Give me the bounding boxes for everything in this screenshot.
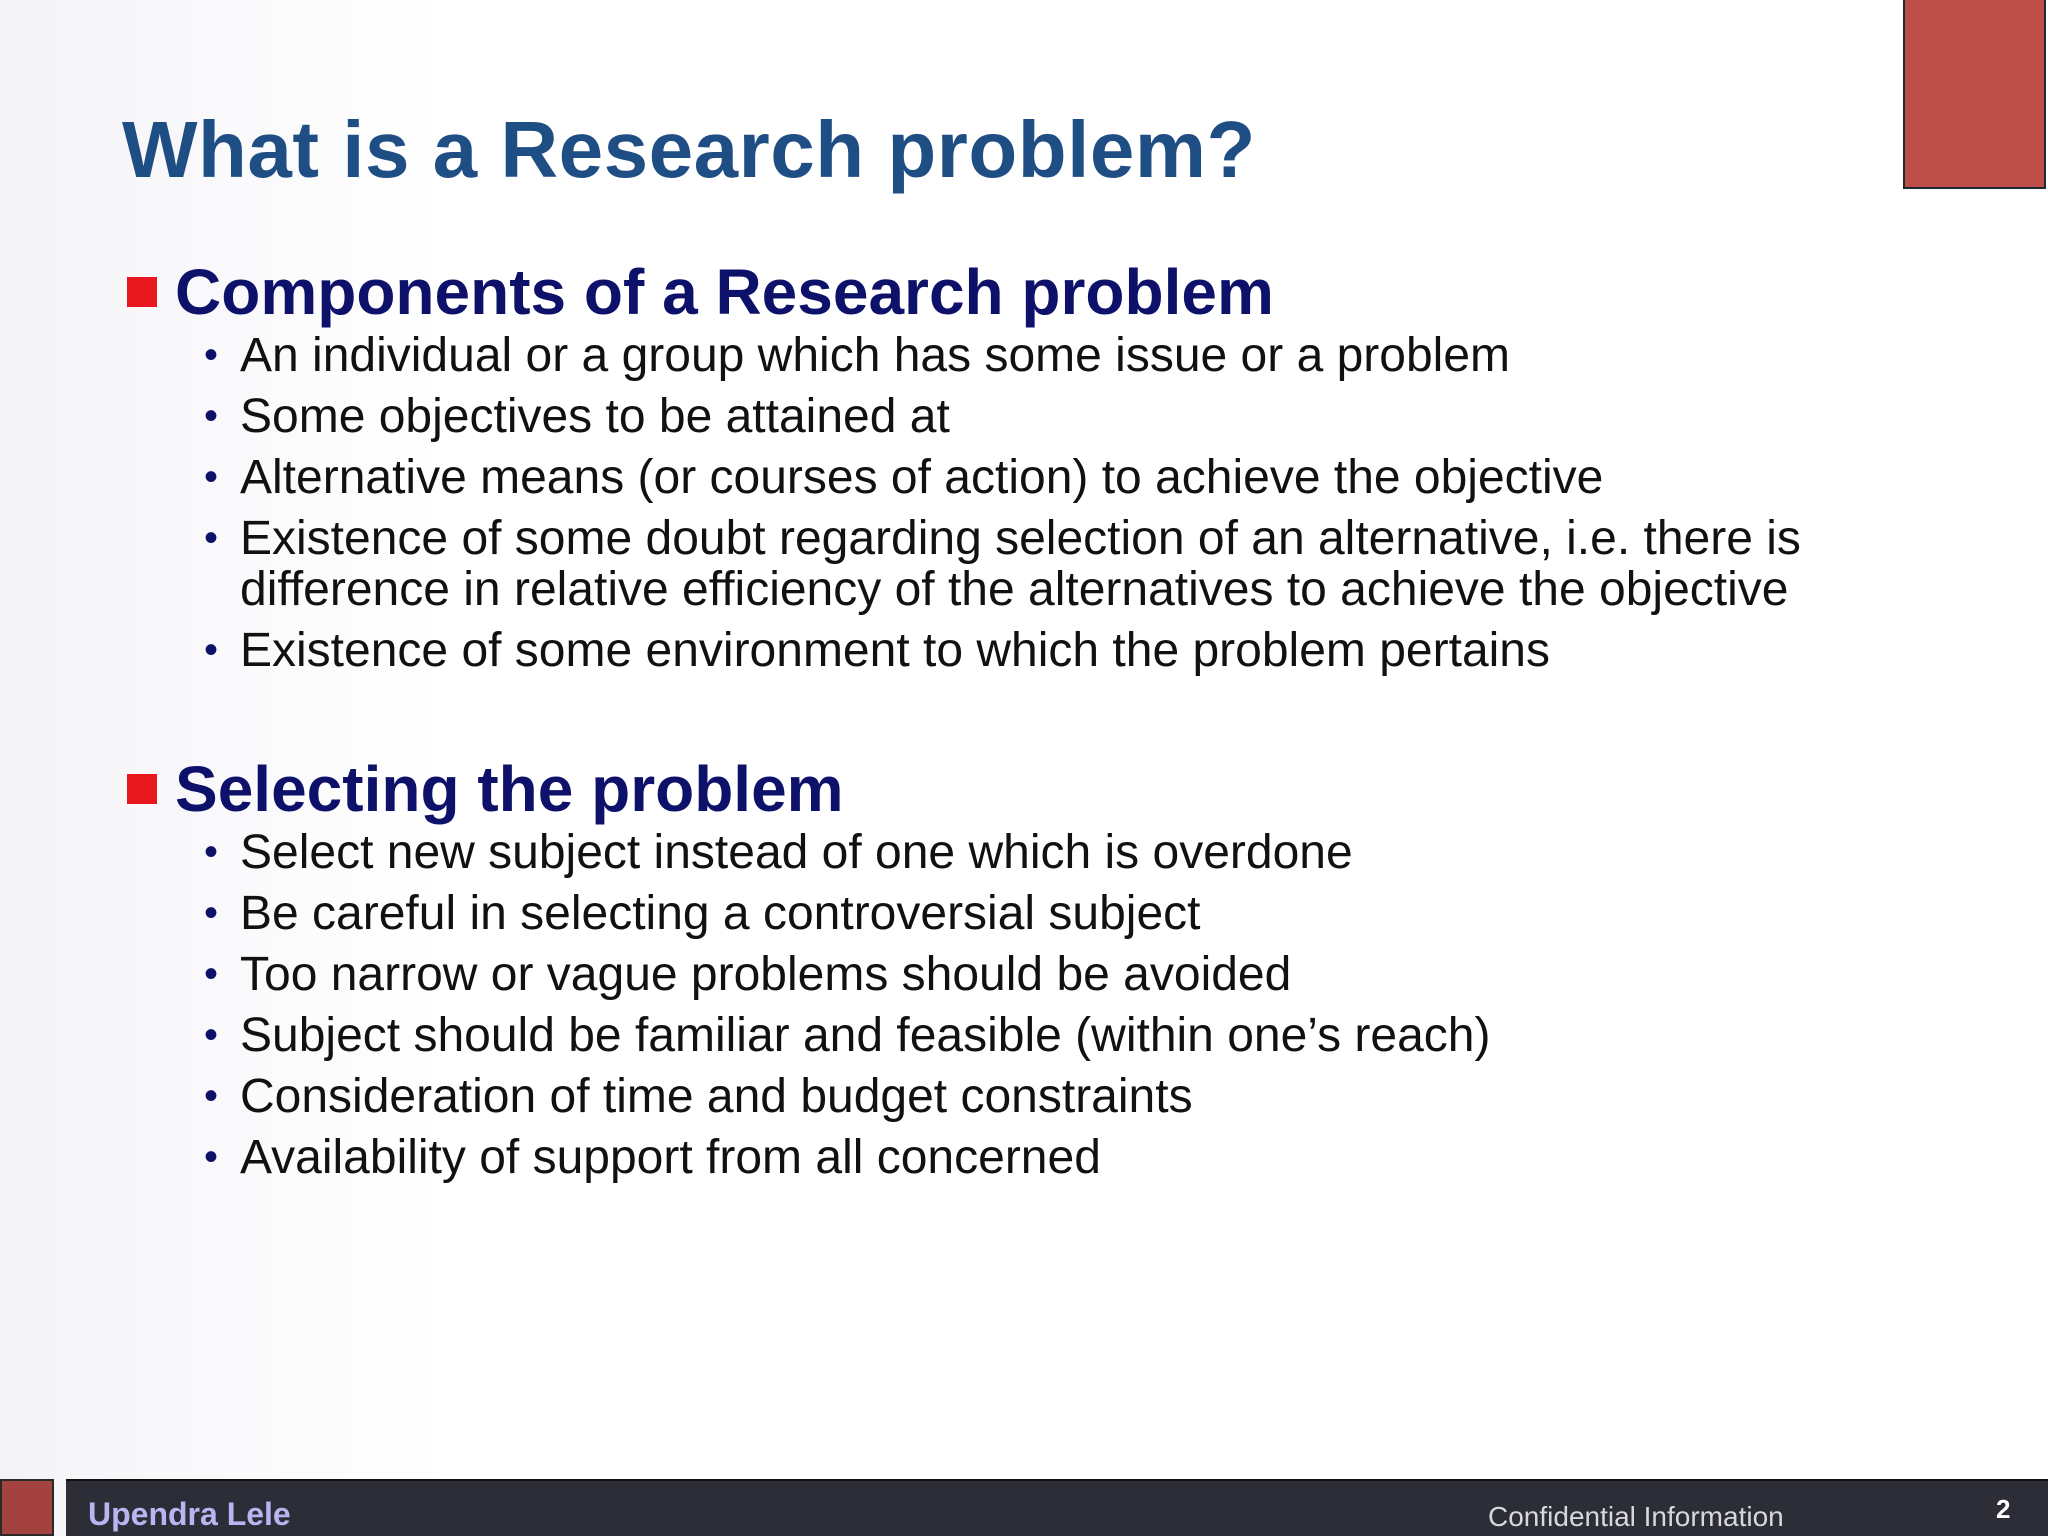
- corner-decoration: [1903, 0, 2046, 189]
- bullet-dot-icon: •: [204, 455, 219, 499]
- list-item: [122, 1071, 1922, 1122]
- square-bullet-icon: [127, 277, 157, 307]
- list-item-text: An individual or a group which has some issue or a problem: [240, 329, 1511, 382]
- section-heading: [122, 751, 1922, 827]
- list-item-text: Availability of support from all concerned: [240, 1131, 1101, 1184]
- list-item: [122, 827, 1922, 878]
- list-item-text: Consideration of time and budget constraints: [240, 1070, 1193, 1123]
- section-selecting: [122, 751, 1922, 1193]
- list-item: [122, 452, 1922, 503]
- section-components: [122, 254, 1922, 686]
- list-item: [122, 330, 1922, 381]
- list-item-text: Too narrow or vague problems should be avoided: [240, 948, 1292, 1001]
- bullet-dot-icon: •: [204, 830, 219, 874]
- bullet-dot-icon: •: [204, 394, 219, 438]
- list-item: [122, 625, 1922, 676]
- section-heading: [122, 254, 1922, 330]
- section-heading-text: Components of a Research problem: [175, 256, 1274, 328]
- bullet-dot-icon: •: [204, 1135, 219, 1179]
- bullet-list: [122, 330, 1922, 676]
- page-number: 2: [1996, 1494, 2011, 1524]
- list-item: [122, 513, 1922, 615]
- bullet-list: [122, 827, 1922, 1183]
- list-item: [122, 391, 1922, 442]
- list-item: [122, 888, 1922, 939]
- bullet-dot-icon: •: [204, 1074, 219, 1118]
- list-item-text: Be careful in selecting a controversial subject: [240, 887, 1201, 940]
- list-item-text: Select new subject instead of one which is overdone: [240, 826, 1353, 879]
- footer-square-decoration: [0, 1479, 54, 1536]
- footer-author: Upendra Lele: [88, 1496, 291, 1532]
- list-item-text: Some objectives to be attained at: [240, 390, 950, 443]
- bullet-dot-icon: •: [204, 516, 219, 560]
- list-item-text: Existence of some doubt regarding selection of an alternative, i.e. there is difference in relative efficiency of the alternatives to achieve the objective: [240, 512, 1801, 616]
- list-item: [122, 1010, 1922, 1061]
- section-heading-text: Selecting the problem: [175, 753, 844, 825]
- square-bullet-icon: [127, 774, 157, 804]
- bullet-dot-icon: •: [204, 333, 219, 377]
- slide-title: What is a Research problem?: [122, 105, 1256, 194]
- footer-confidential-label: Confidential Information: [1488, 1501, 1784, 1532]
- list-item: [122, 1132, 1922, 1183]
- list-item-text: Existence of some environment to which the problem pertains: [240, 624, 1550, 677]
- bullet-dot-icon: •: [204, 891, 219, 935]
- bullet-dot-icon: •: [204, 952, 219, 996]
- bullet-dot-icon: •: [204, 628, 219, 672]
- bullet-dot-icon: •: [204, 1013, 219, 1057]
- list-item: [122, 949, 1922, 1000]
- list-item-text: Alternative means (or courses of action) to achieve the objective: [240, 451, 1604, 504]
- list-item-text: Subject should be familiar and feasible (within one’s reach): [240, 1009, 1491, 1062]
